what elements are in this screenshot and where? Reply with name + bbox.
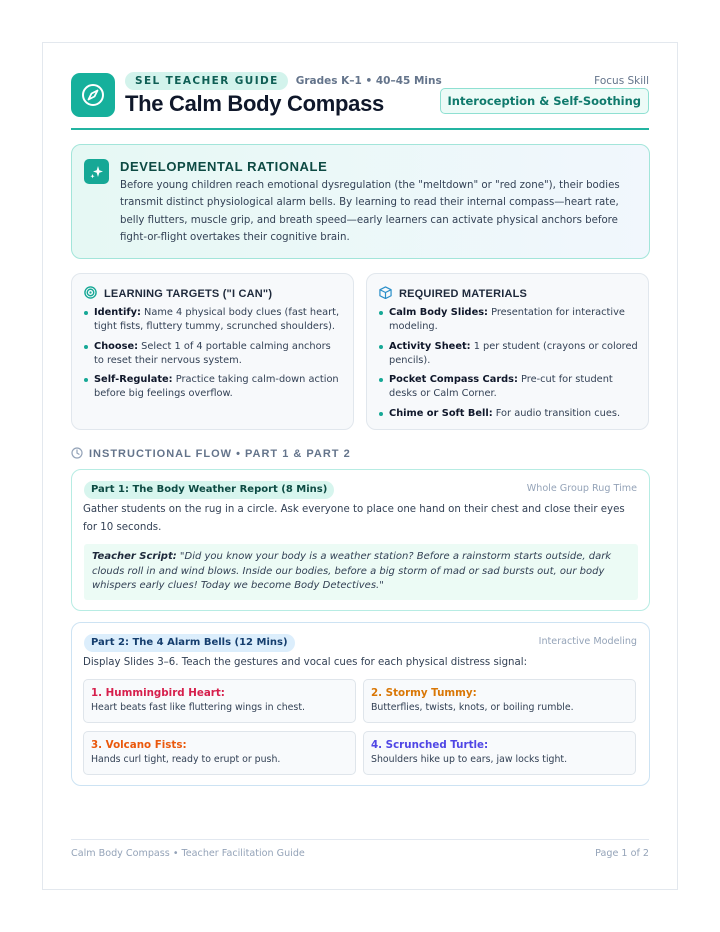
part-2-instructions: Display Slides 3–6. Teach the gestures and vocal cues for each physical distress signal: bbox=[83, 657, 528, 668]
required-materials-title: REQUIRED MATERIALS bbox=[399, 287, 528, 300]
item-text: Pre-cut for student desks or Calm Corner. bbox=[389, 374, 613, 399]
page-number: Page 1 of 2 bbox=[595, 848, 649, 859]
signal-card-volcano-fists bbox=[83, 731, 356, 775]
part-1-instructions: Gather students on the rug in a circle. Ask everyone to place one hand on their chest and close their eyes for 10 seconds. bbox=[83, 504, 625, 533]
item-text: 1 per student (crayons or colored pencils). bbox=[389, 340, 638, 366]
signal-card-stormy-tummy bbox=[363, 679, 636, 723]
compass-icon bbox=[71, 73, 115, 117]
list-item bbox=[379, 340, 638, 368]
signal-card-hummingbird-heart bbox=[83, 679, 356, 723]
list-item bbox=[84, 306, 343, 334]
header-meta bbox=[125, 72, 442, 90]
signal-description: Shoulders hike up to ears, jaw locks tight. bbox=[371, 754, 568, 765]
materials-list bbox=[379, 306, 638, 426]
rationale-body: Before young children reach emotional dysregulation (the "meltdown" or "red zone"), their bodies transmit distinct physiological alarm bells. By learning to read their internal compass—heart rate, belly flutters, muscle grip, and breath speed—early learners can activate physical anchors before fight-or-flight overtakes their cognitive brain. bbox=[120, 180, 620, 243]
item-label: Calm Body Slides: bbox=[389, 307, 488, 318]
part-2-section bbox=[71, 622, 650, 786]
part-2-title: Part 2: The 4 Alarm Bells (12 Mins) bbox=[84, 634, 295, 652]
item-text: Presentation for interactive modeling. bbox=[389, 307, 625, 332]
learning-targets-title: LEARNING TARGETS ("I CAN") bbox=[104, 287, 273, 300]
signal-name: 4. Scrunched Turtle: bbox=[371, 739, 489, 751]
learning-targets-card bbox=[71, 273, 354, 430]
guide-page bbox=[42, 42, 678, 890]
guide-kicker: SEL TEACHER GUIDE bbox=[125, 72, 288, 90]
item-text: Practice taking calm-down action before big feelings overflow. bbox=[94, 374, 339, 399]
part-1-section bbox=[71, 469, 650, 611]
learning-targets-list bbox=[84, 306, 343, 407]
teacher-script-label: Teacher Script: bbox=[92, 551, 177, 562]
list-item bbox=[379, 407, 638, 421]
item-label: Chime or Soft Bell: bbox=[389, 407, 493, 419]
teacher-script-text: "Did you know your body is a weather station? Before a rainstorm starts outside, dark clouds roll in and wind blows. Inside our bodies, before a big storm of mad or sad bursts out, our body whispers early clues! Today we become Body Detectives." bbox=[92, 551, 612, 591]
footer-guide-name: Calm Body Compass • Teacher Facilitation Guide bbox=[71, 848, 305, 859]
signal-name: 1. Hummingbird Heart: bbox=[91, 687, 225, 699]
item-text: Name 4 physical body clues (fast heart, tight fists, fluttery tummy, scrunched shoulders). bbox=[94, 307, 340, 332]
item-label: Activity Sheet: bbox=[389, 340, 471, 352]
item-label: Identify: bbox=[94, 307, 141, 318]
signal-description: Butterflies, twists, knots, or boiling rumble. bbox=[371, 702, 574, 713]
item-text: Select 1 of 4 portable calming anchors to reset their nervous system. bbox=[94, 340, 331, 366]
clock-icon bbox=[71, 444, 83, 463]
page-title: The Calm Body Compass bbox=[125, 91, 384, 116]
signal-description: Hands curl tight, ready to erupt or push. bbox=[91, 754, 281, 765]
rationale-box bbox=[71, 144, 650, 259]
grades-duration: Grades K–1 • 40–45 Mins bbox=[295, 75, 442, 87]
part-2-grouping: Interactive Modeling bbox=[538, 636, 637, 647]
required-materials-card bbox=[366, 273, 649, 430]
list-item bbox=[379, 306, 638, 334]
sparkle-icon bbox=[84, 159, 109, 184]
rationale-title: DEVELOPMENTAL RATIONALE bbox=[120, 159, 328, 174]
item-label: Pocket Compass Cards: bbox=[389, 374, 518, 385]
target-icon bbox=[84, 284, 97, 303]
signal-card-scrunched-turtle bbox=[363, 731, 636, 775]
item-label: Choose: bbox=[94, 340, 139, 352]
teacher-script bbox=[84, 544, 638, 600]
instructional-flow-heading bbox=[71, 444, 351, 463]
list-item bbox=[379, 373, 638, 401]
signal-name: 2. Stormy Tummy: bbox=[371, 687, 477, 699]
part-1-title: Part 1: The Body Weather Report (8 Mins) bbox=[84, 481, 334, 499]
instructional-flow-title: INSTRUCTIONAL FLOW • PART 1 & PART 2 bbox=[89, 447, 351, 460]
list-item bbox=[84, 340, 343, 368]
signal-name: 3. Volcano Fists: bbox=[91, 739, 187, 751]
item-label: Self-Regulate: bbox=[94, 374, 173, 385]
footer-divider bbox=[71, 839, 649, 840]
focus-skill-badge: Interoception & Self-Soothing bbox=[440, 88, 649, 114]
box-icon bbox=[379, 284, 392, 303]
part-1-grouping: Whole Group Rug Time bbox=[526, 483, 637, 494]
header-divider bbox=[71, 128, 649, 130]
signal-description: Heart beats fast like fluttering wings in chest. bbox=[91, 702, 305, 713]
list-item bbox=[84, 373, 343, 401]
item-text: For audio transition cues. bbox=[492, 407, 621, 419]
focus-skill-label: Focus Skill bbox=[594, 75, 649, 87]
